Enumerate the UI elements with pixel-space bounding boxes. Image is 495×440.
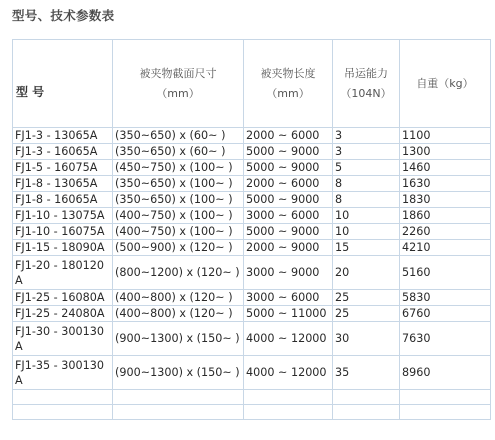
cell-weight: 2260 [400,224,491,240]
spec-table [12,39,491,420]
cell-model: FJ1-8 - 16065A [13,192,113,208]
cell-size: (350~650) x (60~ ) [113,128,244,144]
cell-length: 2000 ~ 6000 [244,128,333,144]
table-row [13,192,491,208]
cell-capacity: 8 [333,192,400,208]
header-length [244,40,333,128]
cell-weight: 1300 [400,144,491,160]
table-row [13,144,491,160]
cell-size: (400~800) x (120~ ) [113,306,244,322]
empty-cell [244,390,333,405]
empty-cell [13,405,113,420]
cell-capacity: 5 [333,160,400,176]
empty-cell [333,405,400,420]
cell-size: (350~650) x (60~ ) [113,144,244,160]
empty-cell [113,405,244,420]
cell-length: 3000 ~ 9000 [244,256,333,290]
cell-length: 5000 ~ 9000 [244,192,333,208]
empty-row [13,405,491,420]
cell-weight: 1860 [400,208,491,224]
cell-capacity: 10 [333,208,400,224]
table-row [13,322,491,356]
cell-size: (400~750) x (100~ ) [113,224,244,240]
cell-model: FJ1-8 - 13065A [13,176,113,192]
table-row [13,256,491,290]
cell-length: 3000 ~ 6000 [244,208,333,224]
cell-weight: 6760 [400,306,491,322]
cell-weight: 7630 [400,322,491,356]
cell-weight: 1830 [400,192,491,208]
cell-size: (450~750) x (100~ ) [113,160,244,176]
cell-weight: 1100 [400,128,491,144]
cell-model: FJ1-25 - 24080A [13,306,113,322]
cell-size: (900~1300) x (150~ ) [113,322,244,356]
cell-capacity: 3 [333,144,400,160]
cell-model: FJ1-15 - 18090A [13,240,113,256]
cell-weight: 4210 [400,240,491,256]
cell-model: FJ1-10 - 16075A [13,224,113,240]
cell-weight: 5160 [400,256,491,290]
header-length-label: 被夹物长度 [260,66,316,80]
header-weight: 自重（kg） [400,40,491,128]
cell-size: (400~800) x (120~ ) [113,290,244,306]
header-row [13,40,491,128]
cell-model: FJ1-5 - 16075A [13,160,113,176]
table-row [13,240,491,256]
header-capacity-unit: （104N） [340,86,392,100]
cell-length: 5000 ~ 11000 [244,306,333,322]
cell-capacity: 35 [333,356,400,390]
header-length-unit: （mm） [266,86,310,100]
table-row [13,176,491,192]
cell-model: FJ1-10 - 13075A [13,208,113,224]
cell-capacity: 8 [333,176,400,192]
cell-capacity: 20 [333,256,400,290]
cell-length: 5000 ~ 9000 [244,144,333,160]
table-row [13,306,491,322]
cell-size: (800~1200) x (120~ ) [113,256,244,290]
cell-length: 5000 ~ 9000 [244,224,333,240]
empty-cell [333,390,400,405]
cell-capacity: 15 [333,240,400,256]
cell-capacity: 30 [333,322,400,356]
table-row [13,160,491,176]
page-title: 型号、技术参数表 [12,8,115,23]
empty-cell [400,390,491,405]
cell-model: FJ1-30 - 300130A [13,322,113,356]
cell-size: (350~650) x (100~ ) [113,192,244,208]
table-row [13,128,491,144]
cell-weight: 1630 [400,176,491,192]
table-row [13,208,491,224]
cell-size: (900~1300) x (150~ ) [113,356,244,390]
cell-length: 2000 ~ 9000 [244,240,333,256]
cell-model: FJ1-25 - 16080A [13,290,113,306]
cell-size: (500~900) x (120~ ) [113,240,244,256]
cell-length: 4000 ~ 12000 [244,356,333,390]
header-section-size-label: 被夹物截面尺寸 [139,66,217,80]
table-row [13,224,491,240]
empty-row [13,390,491,405]
cell-weight: 8960 [400,356,491,390]
cell-model: FJ1-20 - 180120A [13,256,113,290]
cell-model: FJ1-3 - 16065A [13,144,113,160]
header-section-size [113,40,244,128]
header-model: 型 号 [13,40,113,128]
cell-length: 5000 ~ 9000 [244,160,333,176]
cell-weight: 1460 [400,160,491,176]
header-capacity [333,40,400,128]
cell-model: FJ1-3 - 13065A [13,128,113,144]
empty-cell [400,405,491,420]
cell-weight: 5830 [400,290,491,306]
cell-length: 2000 ~ 6000 [244,176,333,192]
cell-size: (350~650) x (100~ ) [113,176,244,192]
cell-capacity: 25 [333,290,400,306]
header-capacity-label: 吊运能力 [344,66,388,80]
empty-cell [244,405,333,420]
cell-length: 3000 ~ 6000 [244,290,333,306]
header-section-size-unit: （mm） [156,86,200,100]
empty-cell [113,390,244,405]
table-row [13,290,491,306]
cell-model: FJ1-35 - 300130A [13,356,113,390]
empty-cell [13,390,113,405]
cell-length: 4000 ~ 12000 [244,322,333,356]
cell-size: (400~750) x (100~ ) [113,208,244,224]
cell-capacity: 10 [333,224,400,240]
table-row [13,356,491,390]
cell-capacity: 3 [333,128,400,144]
cell-capacity: 25 [333,306,400,322]
